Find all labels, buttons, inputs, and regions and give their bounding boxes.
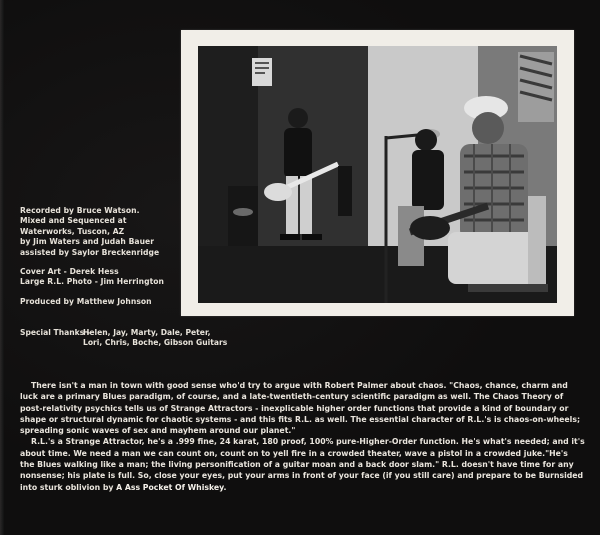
credit-line: Waterworks, Tuscon, AZ: [20, 226, 125, 236]
recording-credits: [20, 206, 190, 258]
credits: [20, 206, 190, 316]
credit-line: by Jim Waters and Judah Bauer: [20, 237, 155, 247]
producer-credit: [20, 297, 190, 307]
thanks-line: Lori, Chris, Boche, Gibson Guitars: [83, 338, 228, 348]
credit-line: Recorded by Bruce Watson.: [20, 206, 140, 215]
liner-paragraph-2-text: R.L.'s a Strange Attractor, he's a .999 fine, 24 karat, 180 proof, 100% pure-Higher-Order function. He's what's needed; and it's about time. We need a man we can count on, count on to yell fire in a crowded theater, wave a pistol in a crowded juke."He's the Blues walking like a man; the living personification of a guitar moan and a back door slam." R.L. doesn't have time for any nonsense; his plate is full. So, close your eyes, put your arms in front of your face (if you still care) and prepare to be Burnsided into sturk oblivion by: [20, 437, 585, 492]
liner-paragraph-1: There isn't a man in town with good sense who'd try to argue with Robert Palmer about chaos. "Chaos, chance, charm and luck are a primary Blues paradigm, of course, and a late-twentieth-century scientific paradigm as well. The Chaos Theory of post-relativity psychics tells us of Strange Attractors - inexplicable higher order functions that provide a kind of boundary or shape or structural dynamic for chaotic systems - and this fits R.L. as well. The essential character of R.L.'s is chaos-on-wheels; spreading sonic waves of sex and mayhem around our planet.": [20, 381, 581, 436]
band-photo-illustration: [198, 46, 557, 303]
album-title-mention: A Ass Pocket Of Whiskey.: [116, 482, 227, 492]
credit-line: assisted by Saylor Breckenridge: [20, 247, 160, 257]
credit-line: Mixed and Sequenced at: [20, 216, 127, 226]
photo-frame: [181, 30, 574, 316]
credit-line: Large R.L. Photo - Jim Herrington: [20, 277, 164, 287]
spine-edge: [0, 0, 4, 535]
thanks-label: Special Thanks -: [20, 328, 91, 337]
art-credits: [20, 267, 190, 288]
thanks-names: [83, 328, 227, 349]
liner-notes: [20, 380, 585, 493]
band-photo: [198, 46, 557, 303]
liner-paragraph-2: [20, 436, 585, 492]
credit-line: Cover Art - Derek Hess: [20, 267, 119, 277]
thanks-line: Helen, Jay, Marty, Dale, Peter,: [83, 328, 211, 337]
credit-line: Produced by Matthew Johnson: [20, 296, 152, 306]
